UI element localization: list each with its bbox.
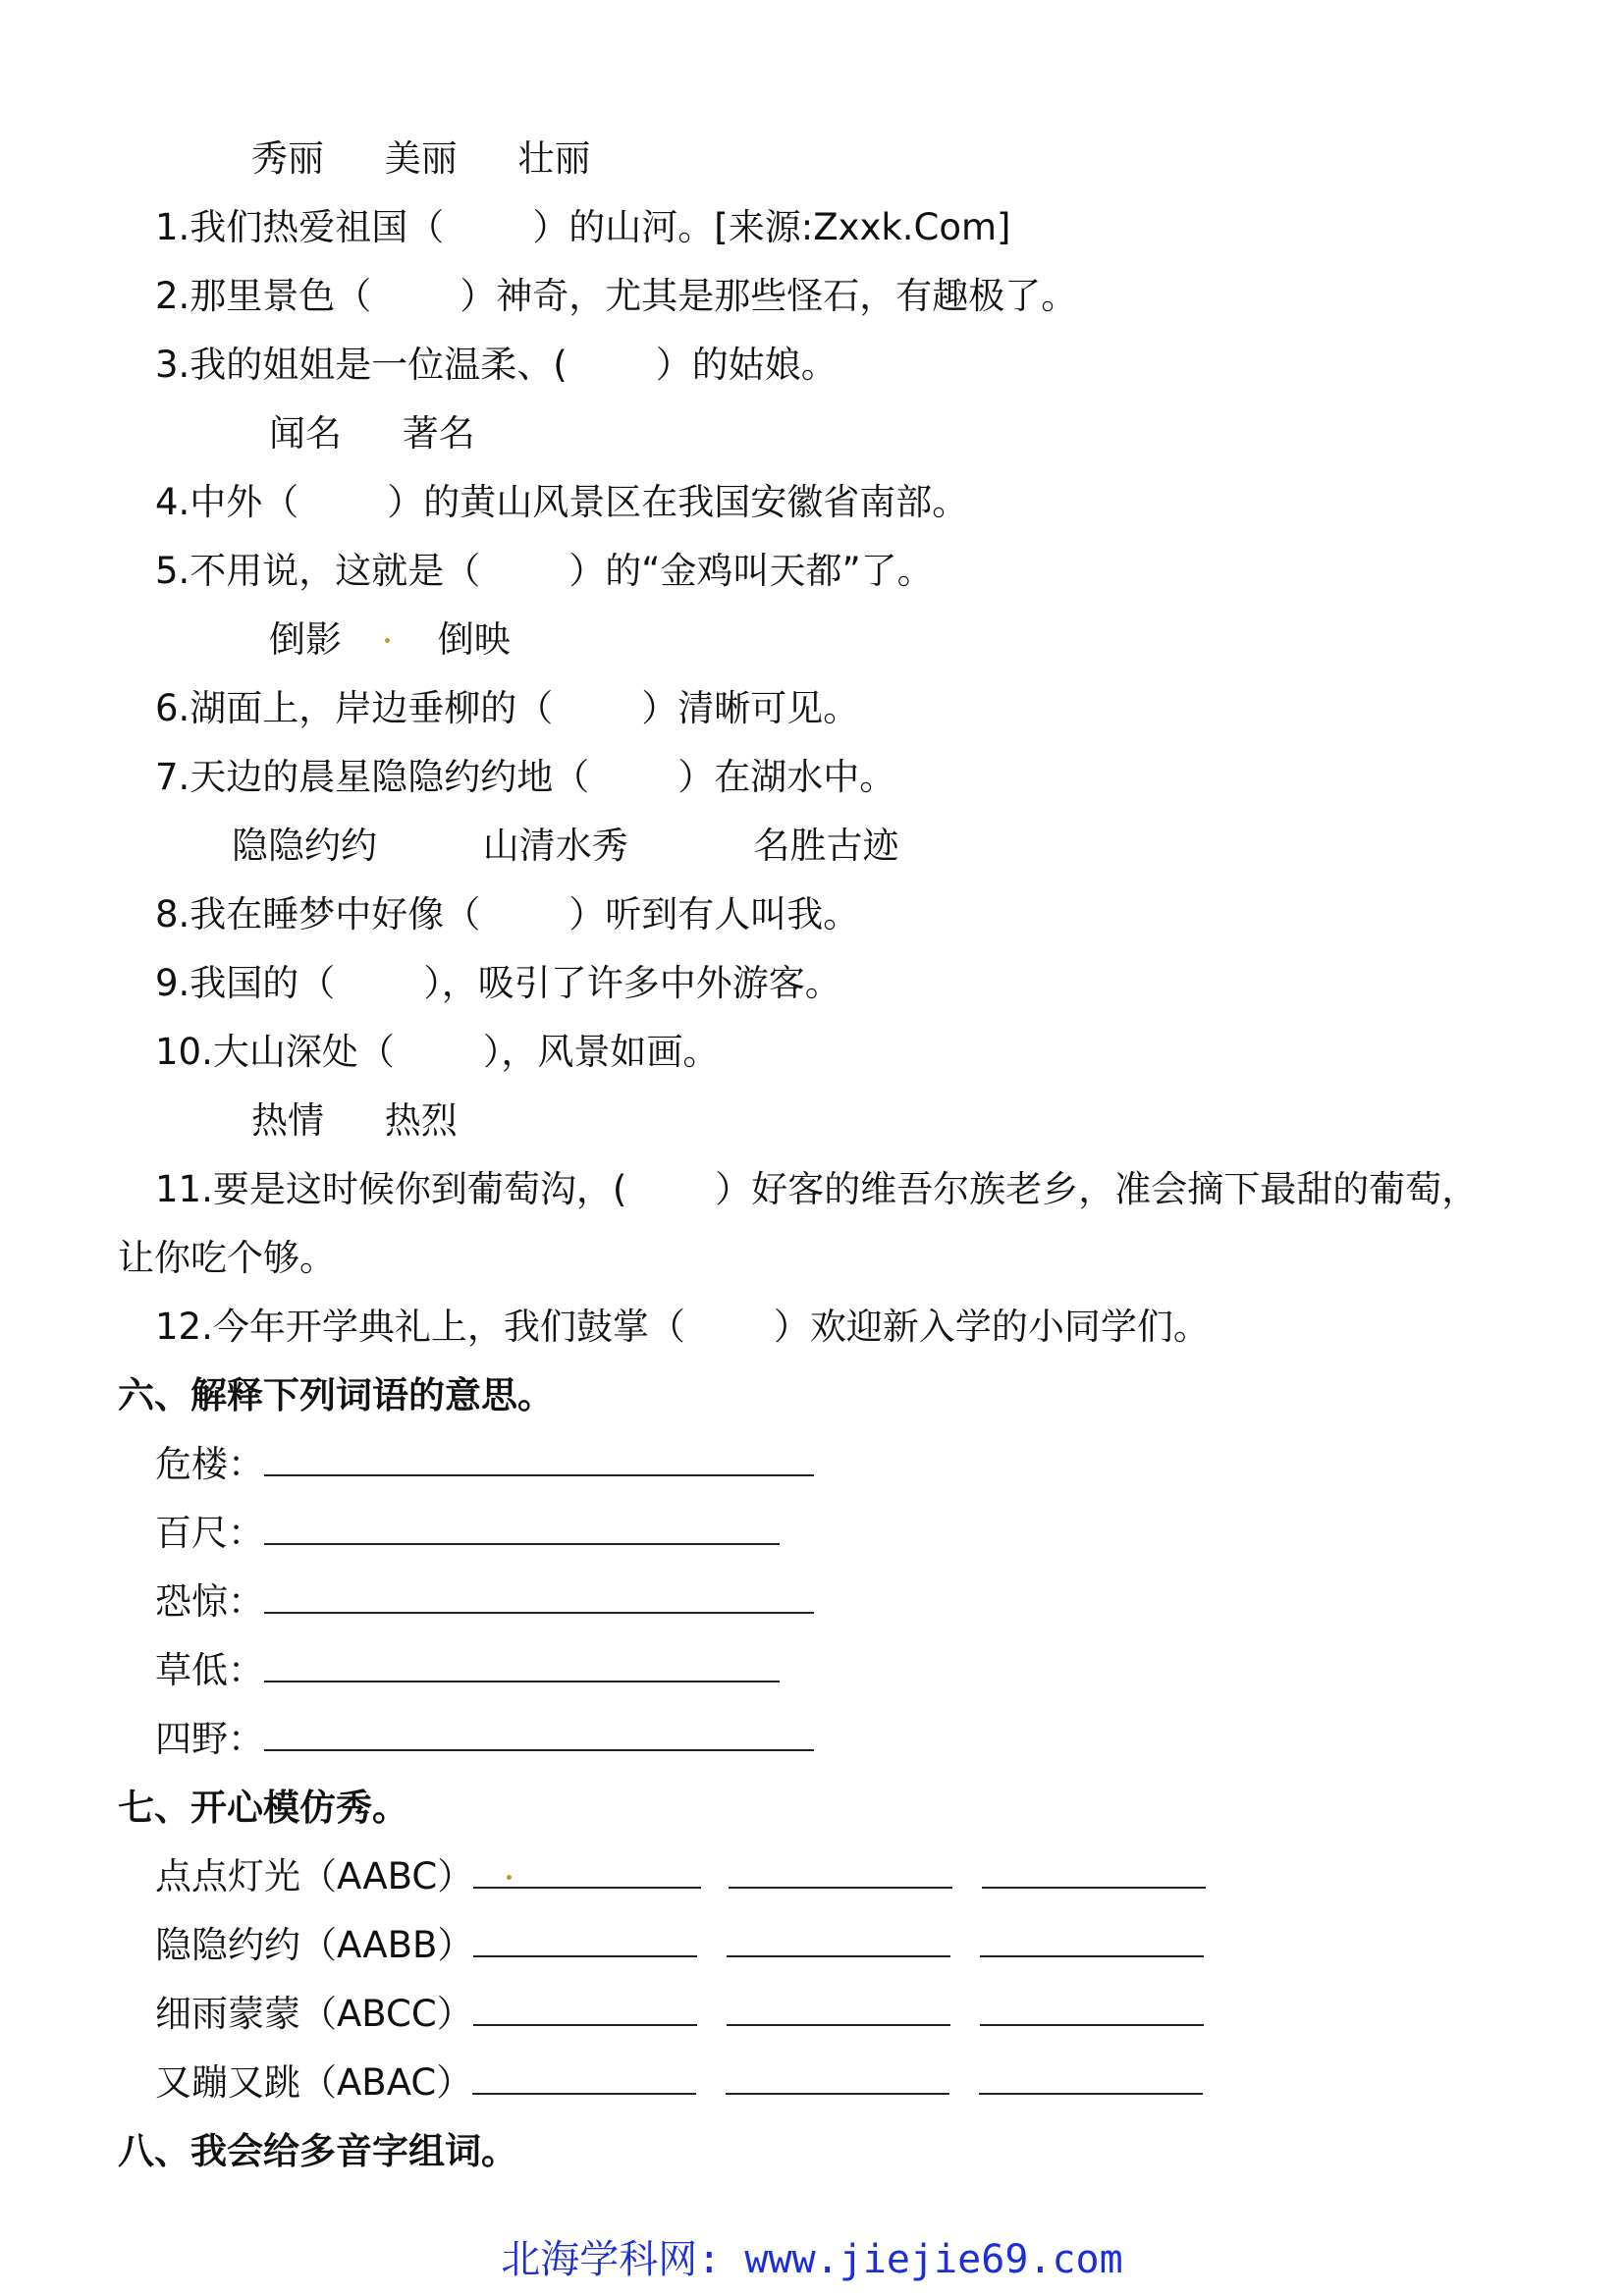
- sentence-7: 7.天边的晨星隐隐约约地（ ）在湖水中。: [155, 756, 896, 798]
- sentence-1: 1.我们热爱祖国（ ）的山河。[来源:Zxxk.Com]: [155, 206, 1011, 248]
- definition-row: [155, 1716, 814, 1763]
- answer-line[interactable]: [473, 1922, 697, 1957]
- answer-line[interactable]: [727, 1922, 950, 1957]
- term-label: 四野：: [155, 1718, 264, 1760]
- word-group-4: [232, 823, 899, 870]
- imitation-row: [155, 1853, 1206, 1900]
- word-option: 名胜古迹: [753, 825, 899, 867]
- answer-line[interactable]: [726, 2059, 949, 2095]
- word-option: 闻名: [269, 412, 342, 454]
- answer-line[interactable]: [727, 1991, 950, 2026]
- word-group-2: [269, 410, 475, 457]
- word-option: 山清水秀: [482, 825, 628, 867]
- word-group-5: [251, 1097, 458, 1145]
- answer-line[interactable]: [473, 1853, 701, 1889]
- answer-line[interactable]: [979, 2059, 1203, 2095]
- sentence-6: 6.湖面上，岸边垂柳的（ ）清晰可见。: [155, 687, 860, 729]
- sentence-11-continued: 让你吃个够。: [118, 1237, 336, 1279]
- word-option: 倒映: [437, 618, 511, 661]
- sentence-10: 10.大山深处（ ），风景如画。: [155, 1031, 720, 1073]
- answer-line[interactable]: [473, 1991, 697, 2026]
- word-group-1: [251, 135, 591, 183]
- word-option: 热烈: [384, 1099, 458, 1142]
- answer-line[interactable]: [264, 1578, 814, 1614]
- imitation-row: [155, 2059, 1203, 2107]
- sentence-8: 8.我在睡梦中好像（ ）听到有人叫我。: [155, 893, 860, 935]
- sentence-9: 9.我国的（ ），吸引了许多中外游客。: [155, 962, 841, 1004]
- sentence-4: 4.中外（ ）的黄山风景区在我国安徽省南部。: [155, 481, 969, 523]
- sentence-12: 12.今年开学典礼上，我们鼓掌（ ）欢迎新入学的小同学们。: [155, 1306, 1210, 1348]
- word-option: 美丽: [384, 137, 458, 180]
- pattern-label: 细雨蒙蒙（ABCC）: [155, 1993, 473, 2035]
- stray-dot: [385, 638, 390, 643]
- section-8-title: 八、我会给多音字组词。: [118, 2130, 517, 2172]
- section-7-title: 七、开心模仿秀。: [118, 1787, 408, 1829]
- section-6-title: 六、解释下列词语的意思。: [118, 1374, 554, 1416]
- sentence-3: 3.我的姐姐是一位温柔、( ）的姑娘。: [155, 344, 838, 386]
- answer-line[interactable]: [264, 1510, 780, 1545]
- term-label: 危楼：: [155, 1443, 264, 1485]
- answer-line[interactable]: [980, 1991, 1204, 2026]
- definition-row: [155, 1441, 814, 1488]
- sentence-2: 2.那里景色（ ）神奇，尤其是那些怪石，有趣极了。: [155, 275, 1078, 317]
- answer-line[interactable]: [264, 1441, 814, 1476]
- word-option: 壮丽: [517, 137, 591, 180]
- pattern-label: 又蹦又跳（ABAC）: [155, 2061, 473, 2104]
- answer-line[interactable]: [264, 1716, 814, 1751]
- term-label: 恐惊：: [155, 1580, 264, 1623]
- answer-line[interactable]: [729, 1853, 952, 1889]
- stray-dot: [507, 1875, 512, 1880]
- definition-row: [155, 1578, 814, 1626]
- answer-line[interactable]: [980, 1922, 1204, 1957]
- definition-row: [155, 1647, 780, 1694]
- term-label: 百尺：: [155, 1512, 264, 1554]
- imitation-row: [155, 1922, 1204, 1969]
- word-option: 著名: [402, 412, 475, 454]
- term-label: 草低：: [155, 1649, 264, 1691]
- pattern-label: 点点灯光（AABC）: [155, 1855, 474, 1897]
- word-option: 隐隐约约: [232, 825, 377, 867]
- pattern-label: 隐隐约约（AABB）: [155, 1924, 474, 1966]
- answer-line[interactable]: [472, 2059, 696, 2095]
- word-option: 秀丽: [251, 137, 324, 180]
- definition-row: [155, 1510, 780, 1557]
- answer-line[interactable]: [982, 1853, 1206, 1889]
- sentence-11: 11.要是这时候你到葡萄沟，( ）好客的维吾尔族老乡，准会摘下最甜的葡萄，: [155, 1168, 1479, 1210]
- word-option: 热情: [251, 1099, 324, 1142]
- word-option: 倒影: [269, 618, 342, 661]
- footer-watermark: 北海学科网: www.jiejie69.com: [501, 2237, 1123, 2282]
- imitation-row: [155, 1991, 1204, 2038]
- sentence-5: 5.不用说，这就是（ ）的“金鸡叫天都”了。: [155, 550, 934, 592]
- answer-line[interactable]: [264, 1647, 780, 1682]
